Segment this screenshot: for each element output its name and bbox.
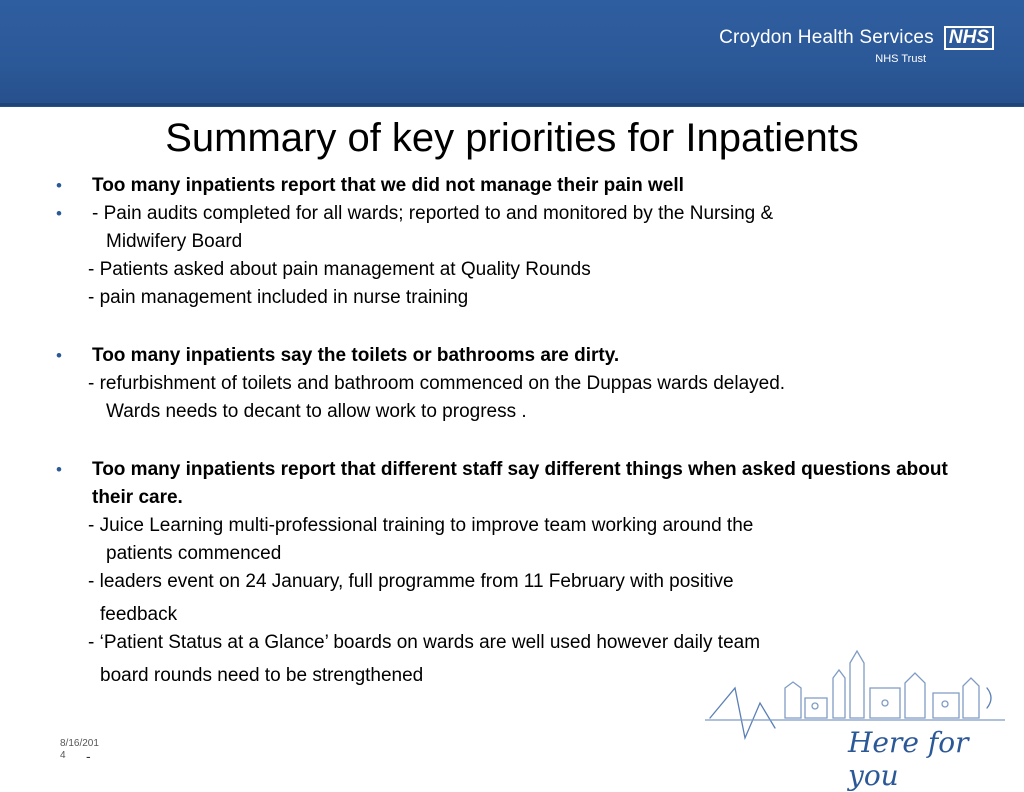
action-text: - ‘Patient Status at a Glance’ boards on wards are well used however daily team	[88, 632, 761, 653]
action-item	[56, 256, 956, 284]
bullet-item	[56, 172, 956, 200]
header-banner	[0, 0, 1024, 107]
action-item	[56, 568, 956, 629]
action-text: - pain management included in nurse training	[88, 287, 469, 308]
slide-date	[60, 738, 99, 762]
trust-logo	[719, 26, 994, 65]
action-item	[56, 512, 956, 568]
bullet-item	[56, 200, 956, 256]
org-subtitle: NHS Trust	[875, 53, 926, 65]
org-name: Croydon Health Services	[719, 27, 934, 48]
slide-title: Summary of key priorities for Inpatients	[165, 116, 859, 160]
action-text: - Juice Learning multi-professional training to improve team working around the	[88, 515, 754, 536]
bullet-icon: •	[56, 176, 62, 195]
action-text-cont: patients commenced	[106, 543, 282, 564]
slide-number: -	[86, 748, 91, 764]
action-text: - Pain audits completed for all wards; reported to and monitored by the Nursing &	[92, 203, 774, 224]
action-text: - leaders event on 24 January, full programme from 11 February with positive	[88, 571, 734, 592]
bullet-icon: •	[56, 204, 62, 223]
action-text: - Patients asked about pain management at Quality Rounds	[88, 259, 591, 280]
action-text: - refurbishment of toilets and bathroom commenced on the Duppas wards delayed.	[88, 373, 786, 394]
bullet-icon: •	[56, 346, 62, 365]
action-text-cont: feedback	[100, 604, 178, 625]
slide-date-line: 4	[60, 750, 66, 761]
nhs-logo-mark: NHS	[944, 26, 994, 50]
bullet-item	[56, 342, 956, 370]
action-item	[56, 284, 956, 312]
priority-heading: Too many inpatients report that we did not manage their pain well	[92, 175, 684, 196]
slide-date-line: 8/16/201	[60, 738, 99, 749]
slide-content	[56, 172, 956, 690]
action-text-cont: Midwifery Board	[106, 231, 243, 252]
action-text-cont: board rounds need to be strengthened	[100, 665, 424, 686]
priority-heading: Too many inpatients say the toilets or bathrooms are dirty.	[92, 345, 620, 366]
action-text-cont: Wards needs to decant to allow work to progress .	[106, 401, 527, 422]
tagline: Here for you	[848, 726, 969, 792]
bullet-icon: •	[56, 460, 62, 479]
priority-heading: Too many inpatients report that different staff say different things when asked questions about their care.	[92, 459, 948, 508]
action-item	[56, 370, 956, 426]
header-divider	[0, 103, 1024, 106]
bullet-item	[56, 456, 956, 512]
